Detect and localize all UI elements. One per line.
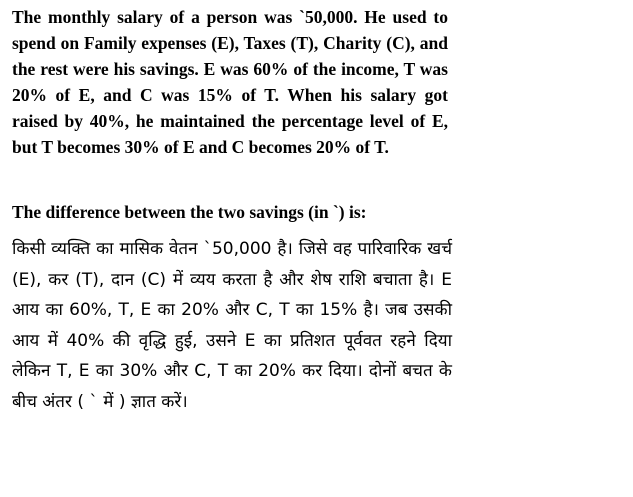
english-question-prompt: The difference between the two savings (in `) is: (12, 202, 367, 222)
hindi-question-text: किसी व्यक्ति का मासिक वेतन `50,000 है। जिसे वह पारिवारिक खर्च (E), कर (T), दान (C) में व्यय करता है और शेष राशि बचाता है। E आय का 60%, T, E का 20% और C, T का 15% है। जब उसकी आय में 40% की वृद्धि हुई, उसने E का प्रतिशत पूर्ववत रहने दिया लेकिन T, E का 30% और C, T का 20% कर दिया। दोनों बचत के बीच अंतर ( ` में ) ज्ञात करें। (12, 239, 452, 412)
english-question-statement: The monthly salary of a person was `50,000. He used to spend on Family expenses (E), Taxes (T), Charity (C), and the rest were his savings. E was 60% of the income, T was 20% of E, and C was 15% of T. When his salary got raised by 40%, he maintained the percentage level of E, but T becomes 30% of E and C becomes 20% of T. (12, 7, 448, 157)
